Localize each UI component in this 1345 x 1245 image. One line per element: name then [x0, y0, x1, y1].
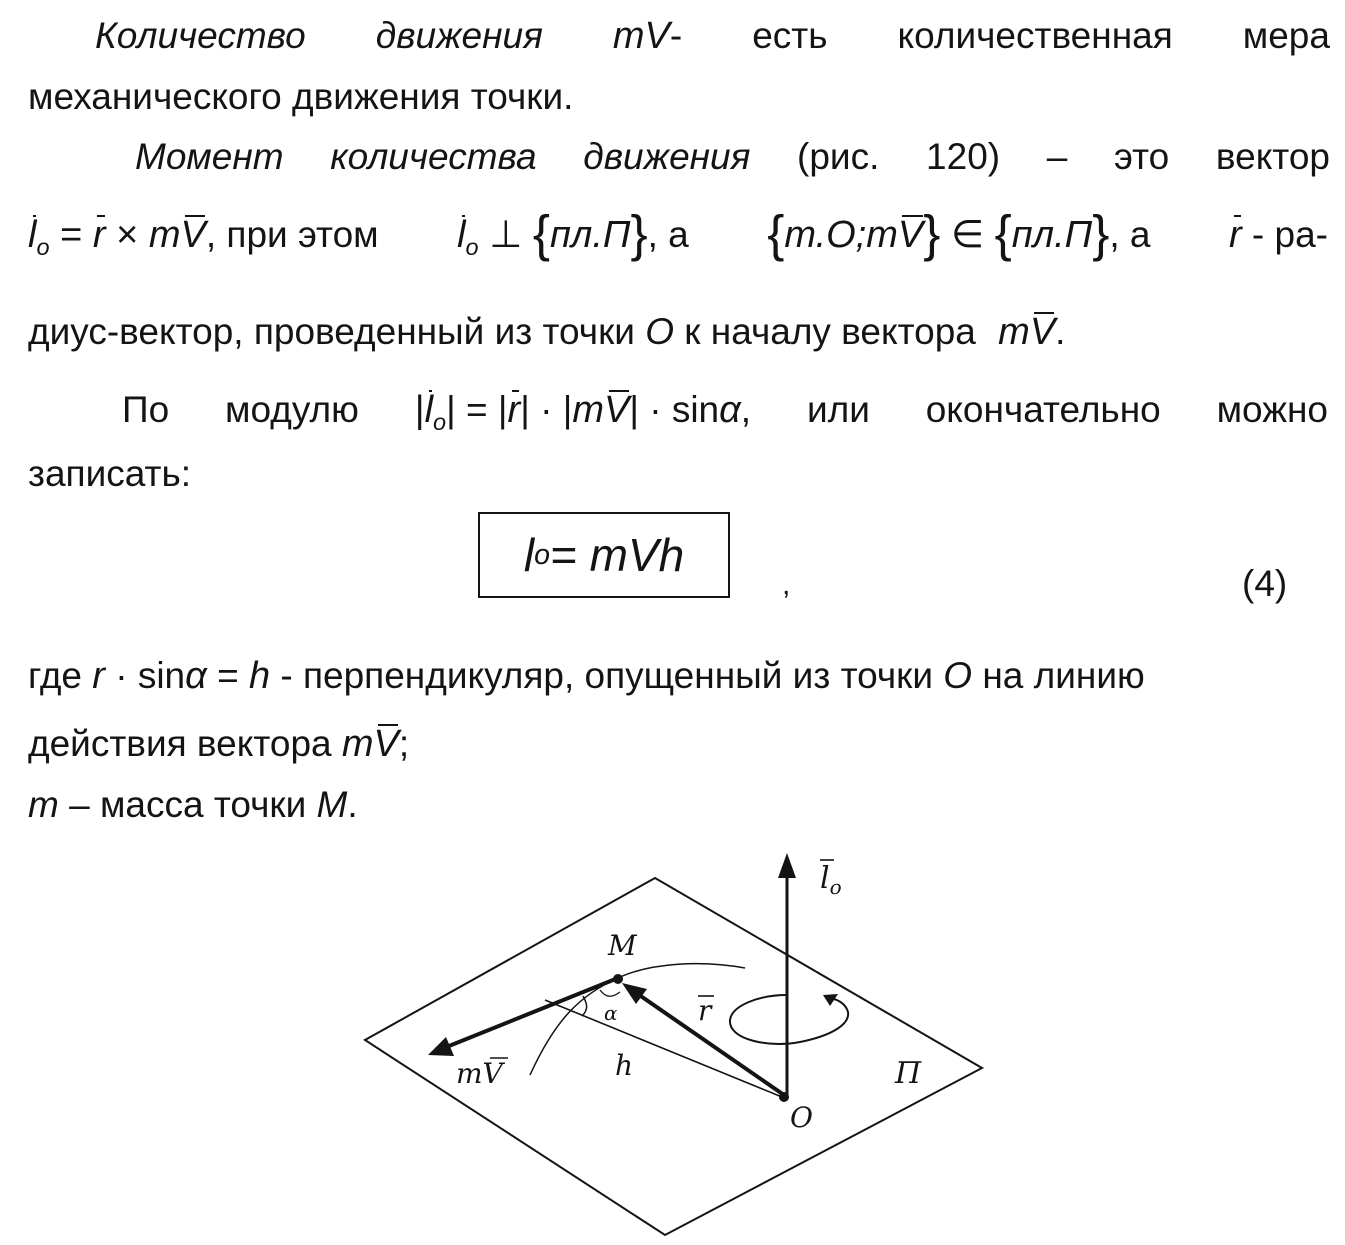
point-O — [779, 1092, 789, 1102]
label-M: M — [608, 929, 637, 962]
h-line — [545, 1000, 782, 1097]
p4-line3: m – масса точки М. — [28, 784, 358, 825]
p2-line1 — [135, 135, 1330, 179]
lo-vector — [778, 853, 796, 1097]
formula-comma: , — [782, 568, 791, 601]
label-r: r — [698, 994, 712, 1027]
eq-angular-momentum: $l_o = r$ × mV, при этом — [28, 213, 379, 261]
label-Pi: П — [895, 1056, 922, 1091]
word-est: есть — [752, 15, 828, 56]
formula-box: l o = mVh — [478, 512, 730, 598]
momentum-symbol: mV- — [612, 15, 683, 57]
trajectory-curve — [530, 964, 745, 1075]
word-modulyu: модулю — [225, 389, 359, 430]
term-moment: Момент — [135, 136, 284, 177]
word-vektor: вектор — [1215, 136, 1330, 177]
p3-line2: записать: — [28, 453, 192, 494]
p4-line1: где r · sinα = h - перпендикуляр, опущенный из точки О на линию — [28, 655, 1145, 697]
word-120: 120) — [926, 136, 1001, 177]
p4-line2: действия вектора mV; — [28, 723, 410, 765]
word-okonchatelno: окончательно — [925, 389, 1161, 430]
term-dvizheniya: движения — [583, 136, 751, 177]
p1-line1 — [95, 14, 1330, 58]
p3-line1 — [122, 388, 1328, 444]
word-eto: это — [1114, 136, 1170, 177]
term-motion: движения — [375, 15, 543, 56]
word-po: По — [122, 389, 170, 430]
point-M — [613, 974, 623, 984]
eq-membership: {т.О;mV} ∈ {пл.П}, а — [767, 205, 1151, 262]
label-O: O — [790, 1101, 813, 1134]
eq-radius: r - ра- — [1228, 213, 1328, 256]
p2-line2 — [28, 205, 1328, 269]
p2-line3: диус-вектор, проведенный из точки О к началу вектора mV. — [28, 311, 1066, 353]
label-lo: $l_o$ — [820, 861, 842, 899]
word-ris: (рис. — [797, 136, 880, 177]
label-mV: mV — [456, 1057, 503, 1090]
word-ili: или — [806, 389, 870, 430]
p1-line2: механического движения точки. — [28, 76, 574, 117]
term-kolichestva: количества — [330, 136, 537, 177]
term-momentum: Количество — [95, 15, 306, 56]
figure-angular-momentum — [360, 845, 985, 1240]
eq-perpendicular: $l_o$ ⊥ {пл.П}, а — [457, 205, 689, 262]
rotation-arrow — [730, 994, 848, 1044]
word-kolichestvennaya: количественная — [897, 15, 1173, 56]
label-h: h — [615, 1049, 634, 1082]
word-dash: – — [1046, 136, 1068, 177]
word-mozhno: можно — [1216, 389, 1328, 430]
label-alpha: α — [604, 1001, 618, 1025]
equation-number: (4) — [1242, 563, 1288, 604]
eq-modulus: $|l_o| = |r| \cdot |mV| \cdot \sin\alpha$, — [414, 389, 752, 436]
word-mera: мера — [1242, 15, 1330, 56]
